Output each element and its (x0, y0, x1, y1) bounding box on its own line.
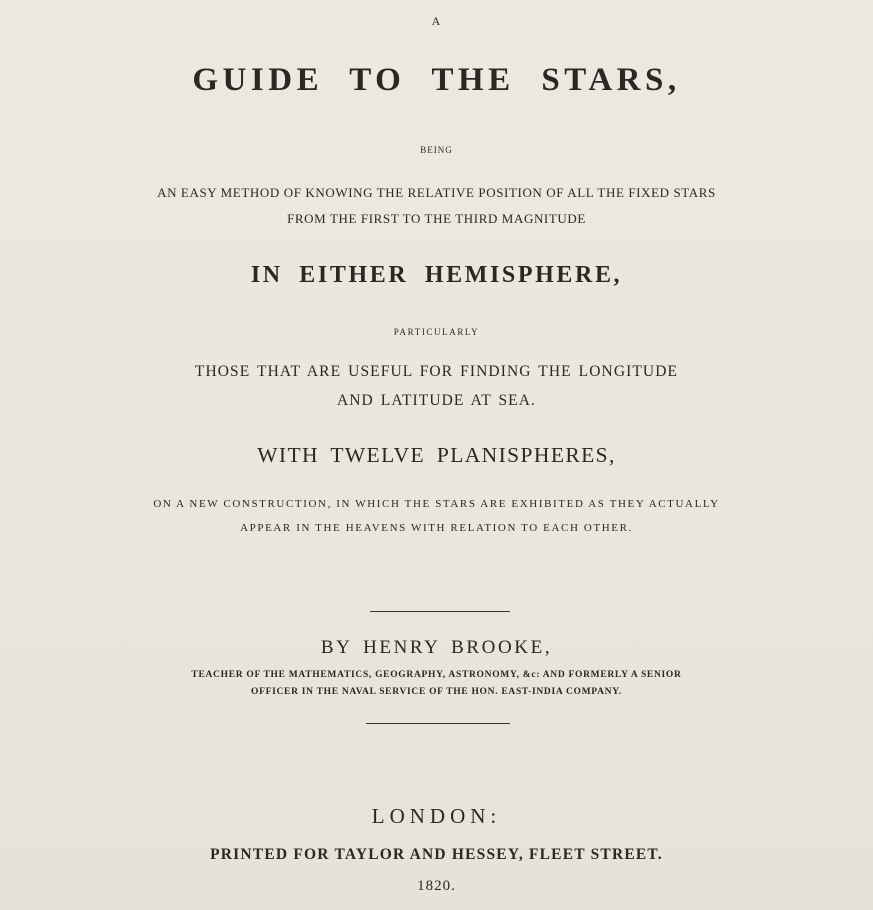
credentials-line-2: OFFICER IN THE NAVAL SERVICE OF THE HON. EAST-INDIA COMPANY. (251, 687, 622, 697)
imprint-city: LONDON: (371, 804, 502, 828)
useful-line-2: AND LATITUDE AT SEA. (336, 392, 537, 409)
hemisphere-heading: IN EITHER HEMISPHERE, (250, 262, 623, 288)
description-line-1: AN EASY METHOD OF KNOWING THE RELATIVE POSITION OF ALL THE FIXED STARS (157, 185, 716, 200)
construction-line-1: ON A NEW CONSTRUCTION, IN WHICH THE STARS ARE EXHIBITED AS THEY ACTUALLY (153, 498, 720, 510)
title-article: A (431, 14, 442, 28)
divider-rule-bottom (366, 723, 510, 724)
credentials-line-1: TEACHER OF THE MATHEMATICS, GEOGRAPHY, ASTRONOMY, &c: AND FORMERLY A SENIOR (191, 670, 682, 680)
divider-rule-top (370, 611, 510, 612)
useful-line-1: THOSE THAT ARE USEFUL FOR FINDING THE LONGITUDE (194, 363, 679, 380)
imprint-printer: PRINTED FOR TAYLOR AND HESSEY, FLEET STREET. (210, 846, 663, 863)
planispheres-heading: WITH TWELVE PLANISPHERES, (257, 443, 616, 467)
imprint-year: 1820. (417, 878, 456, 894)
description-line-2: FROM THE FIRST TO THE THIRD MAGNITUDE (287, 211, 586, 226)
book-title: GUIDE TO THE STARS, (192, 62, 681, 98)
particularly-label: PARTICULARLY (393, 327, 480, 337)
construction-line-2: APPEAR IN THE HEAVENS WITH RELATION TO EACH OTHER. (240, 522, 633, 534)
being-label: BEING (420, 145, 453, 155)
author-line: BY HENRY BROOKE, (320, 637, 553, 658)
